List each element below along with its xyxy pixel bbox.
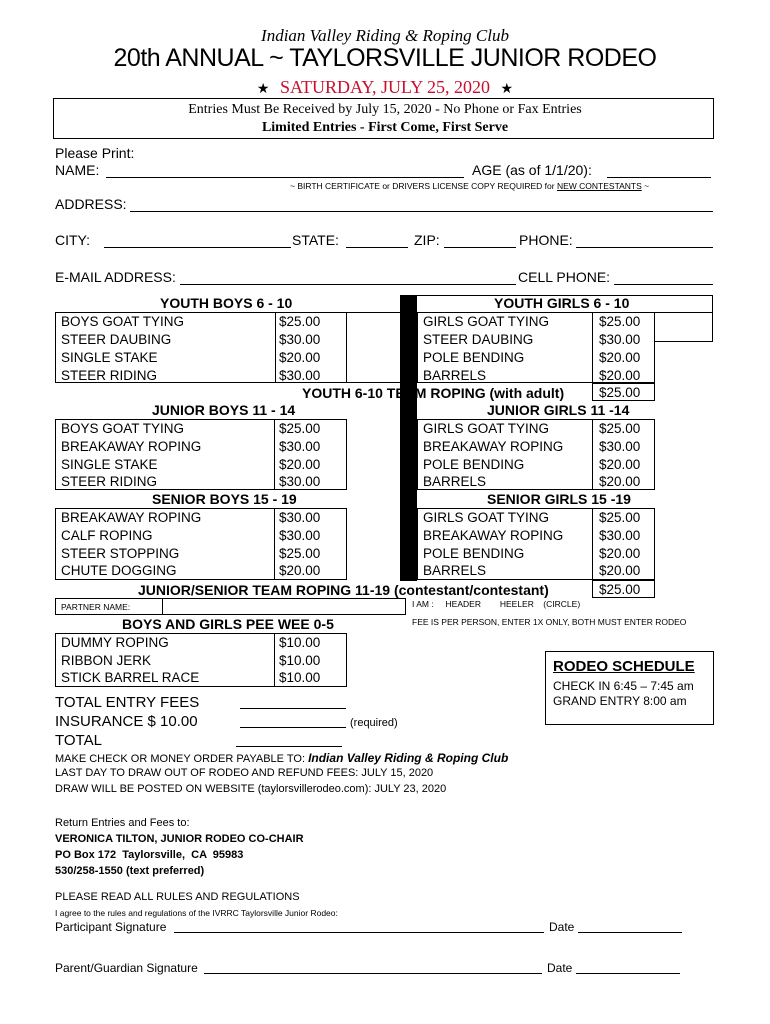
list-item: DUMMY ROPING — [61, 635, 169, 650]
list-item: CHUTE DOGGING — [61, 563, 177, 578]
insurance-required: (required) — [350, 717, 398, 729]
parent-date-field[interactable] — [576, 973, 680, 974]
list-item: GIRLS GOAT TYING — [423, 421, 550, 436]
phone-field[interactable] — [576, 247, 713, 248]
list-item: STEER STOPPING — [61, 546, 180, 561]
fee-value: $20.00 — [599, 474, 641, 489]
list-item: BREAKAWAY ROPING — [61, 510, 202, 525]
youth-girls-heading: YOUTH GIRLS 6 - 10 — [494, 295, 630, 311]
divider-column — [400, 295, 417, 581]
youth-boys-check-col — [346, 312, 401, 383]
address-field[interactable] — [130, 211, 713, 212]
star-icon: ★ — [500, 82, 514, 97]
participant-date-label: Date — [549, 920, 575, 934]
fee-value: $30.00 — [279, 510, 321, 525]
list-item: BARRELS — [423, 368, 487, 383]
fee-value: $30.00 — [599, 439, 641, 454]
list-item: SINGLE STAKE — [61, 350, 158, 365]
list-item: STICK BARREL RACE — [61, 670, 200, 685]
cell-phone-label: CELL PHONE: — [518, 269, 611, 285]
list-item: BOYS GOAT TYING — [61, 314, 185, 329]
fee-value: $30.00 — [279, 528, 321, 543]
list-item: STEER RIDING — [61, 474, 158, 489]
star-icon: ★ — [256, 82, 270, 97]
fee-value: $25.00 — [599, 421, 641, 436]
fee-value: $20.00 — [599, 368, 641, 383]
list-item: CALF ROPING — [61, 528, 153, 543]
state-field[interactable] — [346, 247, 408, 248]
list-item: RIBBON JERK — [61, 653, 152, 668]
fee-value: $30.00 — [599, 528, 641, 543]
age-field[interactable] — [607, 177, 711, 178]
fee-value: $30.00 — [599, 332, 641, 347]
junior-boys-heading: JUNIOR BOYS 11 - 14 — [152, 402, 296, 418]
name-label: NAME: — [55, 162, 100, 178]
contact-phone: 530/258-1550 (text preferred) — [55, 865, 205, 877]
senior-boys-heading: SENIOR BOYS 15 - 19 — [152, 491, 297, 507]
fee-value: $25.00 — [279, 546, 321, 561]
fee-value: $25.00 — [599, 314, 641, 329]
list-item: BREAKAWAY ROPING — [61, 439, 202, 454]
zip-label: ZIP: — [414, 232, 440, 248]
page-title: 20th ANNUAL ~ TAYLORSVILLE JUNIOR RODEO — [113, 44, 657, 72]
club-name: Indian Valley Riding & Roping Club — [261, 26, 509, 45]
list-item: BREAKAWAY ROPING — [423, 439, 564, 454]
youth-team-roping: YOUTH 6-10 TEAM ROPING (with adult) — [302, 385, 565, 401]
fee-value: $25.00 — [599, 510, 641, 525]
parent-signature-label: Parent/Guardian Signature — [55, 961, 198, 975]
total-label: TOTAL — [55, 732, 102, 749]
fee-value: $25.00 — [279, 421, 321, 436]
draw-line: DRAW WILL BE POSTED ON WEBSITE (taylorsvillerodeo.com): JULY 23, 2020 — [55, 783, 447, 795]
youth-girls-box — [417, 295, 713, 313]
participant-signature-label: Participant Signature — [55, 920, 167, 934]
contact-address: PO Box 172 Taylorsville, CA 95983 — [55, 849, 244, 861]
schedule-title: RODEO SCHEDULE — [553, 658, 695, 675]
list-item: STEER DAUBING — [61, 332, 172, 347]
fee-value: $25.00 — [599, 582, 641, 597]
pee-wee-heading: BOYS AND GIRLS PEE WEE 0-5 — [122, 616, 334, 632]
date-text: SATURDAY, JULY 25, 2020 — [279, 77, 491, 97]
contact-name: VERONICA TILTON, JUNIOR RODEO CO-CHAIR — [55, 833, 304, 845]
insurance-label: INSURANCE $ 10.00 — [55, 713, 198, 730]
header-heeler-note: I AM : HEADER HEELER (CIRCLE) — [412, 599, 581, 609]
notice-deadline: Entries Must Be Received by July 15, 2020 - No Phone or Fax Entries — [188, 102, 582, 117]
city-field[interactable] — [104, 247, 291, 248]
fee-value: $30.00 — [279, 332, 321, 347]
agree-statement: I agree to the rules and regulations of the IVRRC Taylorsville Junior Rodeo: — [55, 908, 338, 918]
fee-value: $20.00 — [279, 563, 321, 578]
schedule-grand-entry: GRAND ENTRY 8:00 am — [553, 694, 687, 708]
address-label: ADDRESS: — [55, 196, 127, 212]
fee-value: $10.00 — [279, 635, 321, 650]
list-item: BOYS GOAT TYING — [61, 421, 185, 436]
fee-note: FEE IS PER PERSON, ENTER 1X ONLY, BOTH MUST ENTER RODEO — [412, 617, 687, 627]
list-item: POLE BENDING — [423, 350, 525, 365]
email-label: E-MAIL ADDRESS: — [55, 269, 176, 285]
phone-label: PHONE: — [519, 232, 573, 248]
list-item: GIRLS GOAT TYING — [423, 510, 550, 525]
last-day-line: LAST DAY TO DRAW OUT OF RODEO AND REFUND FEES: JULY 15, 2020 — [55, 767, 434, 779]
junior-girls-heading: JUNIOR GIRLS 11 -14 — [487, 402, 630, 418]
insurance-field[interactable] — [240, 727, 346, 728]
notice-limited: Limited Entries - First Come, First Serve — [261, 120, 509, 135]
youth-girls-check-col — [654, 312, 713, 342]
fee-value: $20.00 — [599, 563, 641, 578]
cell-phone-field[interactable] — [614, 284, 713, 285]
fee-value: $10.00 — [279, 670, 321, 685]
event-date — [0, 77, 770, 98]
name-field[interactable] — [106, 177, 464, 178]
fee-value: $30.00 — [279, 439, 321, 454]
read-rules: PLEASE READ ALL RULES AND REGULATIONS — [55, 891, 300, 903]
fee-value: $10.00 — [279, 653, 321, 668]
list-item: STEER DAUBING — [423, 332, 534, 347]
fee-value: $30.00 — [279, 474, 321, 489]
city-label: CITY: — [55, 232, 91, 248]
list-item: STEER RIDING — [61, 368, 158, 383]
partner-name-field[interactable] — [162, 598, 406, 615]
fee-value: $20.00 — [599, 546, 641, 561]
state-label: STATE: — [292, 232, 339, 248]
jr-sr-team-roping: JUNIOR/SENIOR TEAM ROPING 11-19 (contestant/contestant) — [138, 582, 549, 598]
schedule-checkin: CHECK IN 6:45 – 7:45 am — [553, 679, 694, 693]
total-entry-fees-label: TOTAL ENTRY FEES — [55, 694, 200, 711]
total-field[interactable] — [236, 746, 342, 747]
list-item: BARRELS — [423, 563, 487, 578]
fee-value: $20.00 — [279, 457, 321, 472]
return-label: Return Entries and Fees to: — [55, 817, 190, 829]
fee-value: $20.00 — [599, 457, 641, 472]
fee-value: $20.00 — [279, 350, 321, 365]
payable-line: MAKE CHECK OR MONEY ORDER PAYABLE TO: Indian Valley Riding & Roping Club — [55, 751, 509, 765]
fee-value: $25.00 — [599, 385, 641, 400]
parent-signature-field[interactable] — [204, 973, 542, 974]
participant-signature-field[interactable] — [174, 932, 544, 933]
fee-value: $30.00 — [279, 368, 321, 383]
list-item: GIRLS GOAT TYING — [423, 314, 550, 329]
age-label: AGE (as of 1/1/20): — [472, 162, 592, 178]
please-print-label: Please Print: — [55, 145, 135, 161]
total-entry-fees-field[interactable] — [240, 708, 346, 709]
fee-value: $25.00 — [279, 314, 321, 329]
parent-date-label: Date — [547, 961, 573, 975]
partner-name-label: PARTNER NAME: — [61, 602, 131, 612]
fee-value: $20.00 — [599, 350, 641, 365]
youth-boys-heading: YOUTH BOYS 6 - 10 — [160, 295, 293, 311]
email-field[interactable] — [180, 284, 516, 285]
list-item: BREAKAWAY ROPING — [423, 528, 564, 543]
list-item: POLE BENDING — [423, 546, 525, 561]
list-item: SINGLE STAKE — [61, 457, 158, 472]
list-item: BARRELS — [423, 474, 487, 489]
participant-date-field[interactable] — [578, 932, 682, 933]
birth-cert-note: ~ BIRTH CERTIFICATE or DRIVERS LICENSE COPY REQUIRED for NEW CONTESTANTS ~ — [290, 181, 650, 191]
zip-field[interactable] — [444, 247, 516, 248]
list-item: POLE BENDING — [423, 457, 525, 472]
senior-girls-heading: SENIOR GIRLS 15 -19 — [487, 491, 631, 507]
